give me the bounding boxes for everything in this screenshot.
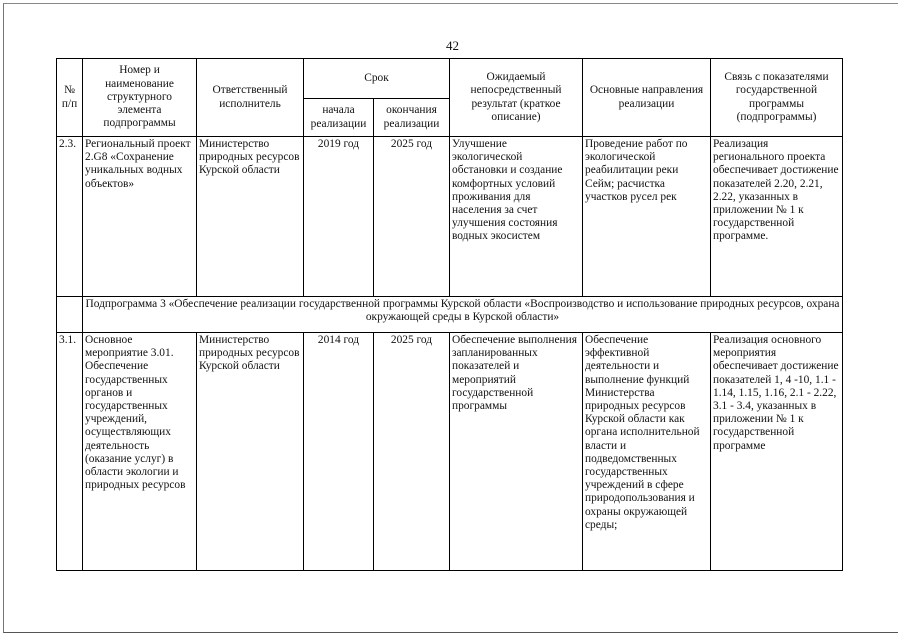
row-directions: Обеспечение эффективной деятельности и выполнение функций Министерства природных ресурсов Курской области как органа исполнительной власти и подведомственных государственных учреждений в сфере природопользования и охраны окружающей среды; bbox=[583, 333, 711, 571]
row-start: 2014 год bbox=[304, 333, 374, 571]
header-term: Срок bbox=[304, 59, 450, 99]
header-end: окончания реализации bbox=[374, 99, 450, 137]
row-result: Обеспечение выполнения запланированных показателей и мероприятий государственной программы bbox=[450, 333, 583, 571]
subprogram-heading: Подпрограмма 3 «Обеспечение реализации государственной программы Курской области «Воспроизводство и использование природных ресурсов, охрана окружающей среды в Курской области» bbox=[83, 297, 843, 333]
row-link: Реализация регионального проекта обеспечивает достижение показателей 2.20, 2.21, 2.22, указанных в приложении № 1 к государственной программе. bbox=[711, 137, 843, 297]
row-result: Улучшение экологической обстановки и создание комфортных условий проживания для населения за счет улучшения состояния водных экосистем bbox=[450, 137, 583, 297]
row-name: Основное мероприятие 3.01. Обеспечение государственных органов и государственных учреждений, осуществляющих деятельность (оказание услуг) в области экологии и природных ресурсов bbox=[83, 333, 197, 571]
header-num: № п/п bbox=[57, 59, 83, 137]
row-name: Региональный проект 2.G8 «Сохранение уникальных водных объектов» bbox=[83, 137, 197, 297]
row-num: 2.3. bbox=[57, 137, 83, 297]
header-link: Связь с показателями государственной программы (подпрограммы) bbox=[711, 59, 843, 137]
table-row bbox=[57, 333, 843, 571]
program-table bbox=[56, 58, 843, 571]
header-directions: Основные направления реализации bbox=[583, 59, 711, 137]
subprogram-row bbox=[57, 297, 843, 333]
header-start: начала реализации bbox=[304, 99, 374, 137]
page-number: 42 bbox=[446, 38, 459, 53]
header-name: Номер и наименование структурного элемента подпрограммы bbox=[83, 59, 197, 137]
row-end: 2025 год bbox=[374, 137, 450, 297]
row-directions: Проведение работ по экологической реабилитации реки Сейм; расчистка участков русел рек bbox=[583, 137, 711, 297]
table-row bbox=[57, 137, 843, 297]
row-end: 2025 год bbox=[374, 333, 450, 571]
row-start: 2019 год bbox=[304, 137, 374, 297]
row-responsible: Министерство природных ресурсов Курской области bbox=[197, 137, 304, 297]
row-responsible: Министерство природных ресурсов Курской области bbox=[197, 333, 304, 571]
row-link: Реализация основного мероприятия обеспечивает достижение показателей 1, 4 -10, 1.1 - 1.14, 1.15, 1.16, 2.1 - 2.22, 3.1 - 3.4, указанных в приложении № 1 к государственной программе bbox=[711, 333, 843, 571]
header-result: Ожидаемый непосредственный результат (краткое описание) bbox=[450, 59, 583, 137]
header-responsible: Ответственный исполнитель bbox=[197, 59, 304, 137]
row-num: 3.1. bbox=[57, 333, 83, 571]
